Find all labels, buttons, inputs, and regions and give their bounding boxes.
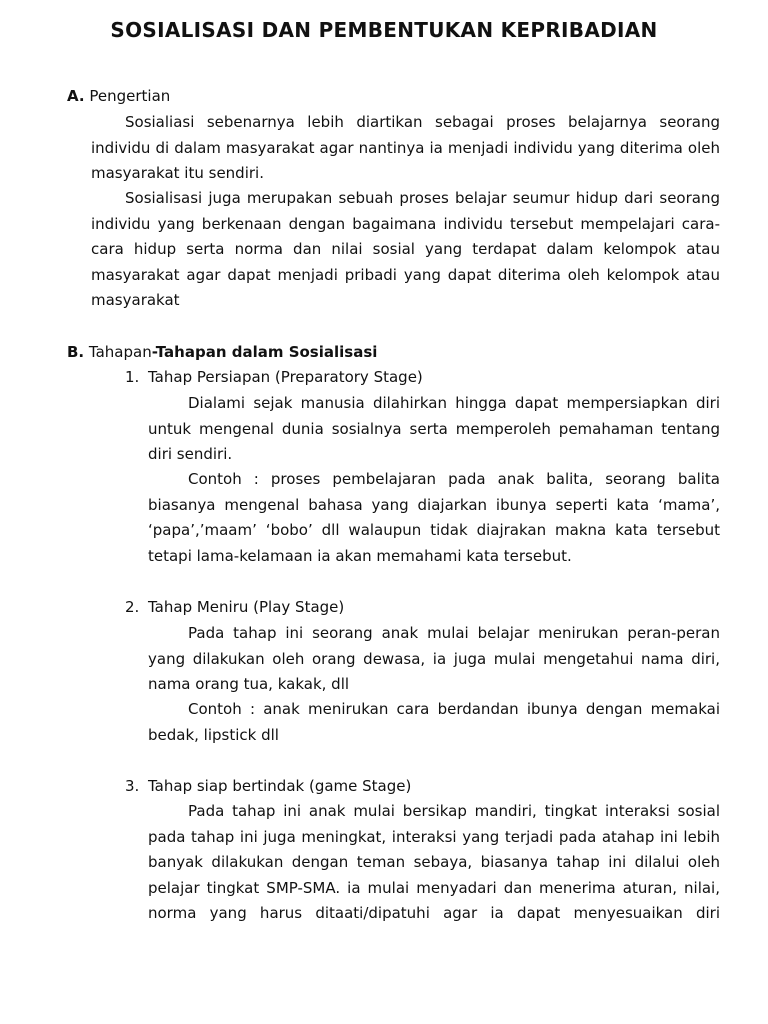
list-item-heading — [125, 595, 344, 620]
section-a-heading — [67, 84, 170, 109]
list-item-paragraph: Pada tahap ini anak mulai bersikap mandiri, tingkat interaksi sosial pada tahap ini juga meningkat, interaksi yang terjadi pada atahap ini lebih banyak dilakukan dengan teman sebaya, biasanya tahap ini dilalui oleh pelajar tingkat SMP-SMA. ia mulai menyadari dan menerima aturan, nilai, norma yang harus ditaati/dipatuhi agar ia dapat menyesuaikan diri — [148, 802, 720, 922]
list-item-paragraph: Dialami sejak manusia dilahirkan hingga dapat mempersiapkan diri untuk mengenal dunia sosialnya serta memperoleh pemahaman tentang diri sendiri. — [148, 394, 720, 463]
section-a-letter: A. — [67, 87, 85, 105]
list-item-title: Tahap siap bertindak (game Stage) — [148, 777, 412, 795]
section-a-paragraph: Sosialisasi juga merupakan sebuah proses belajar seumur hidup dari seorang individu yang berkenaan dengan bagaimana individu tersebut mempelajari cara-cara hidup serta norma dan nilai sosial yang terdapat dalam kelompok atau masyarakat agar dapat menjadi pribadi yang dapat diterima oleh kelompok atau masyarakat — [91, 189, 720, 309]
list-item-heading — [125, 365, 423, 390]
section-b-heading — [67, 340, 377, 365]
list-item-heading — [125, 774, 411, 799]
list-item-paragraph: Pada tahap ini seorang anak mulai belajar menirukan peran-peran yang dilakukan oleh orang dewasa, ia juga mulai mengetahui nama diri, nama orang tua, kakak, dll — [148, 624, 720, 693]
list-item-number: 1. — [125, 368, 140, 386]
list-item-paragraph: Contoh : proses pembelajaran pada anak balita, seorang balita biasanya mengenal bahasa yang diajarkan ibunya seperti kata ‘mama’, ‘papa’,’maam’ ‘bobo’ dll walaupun tidak diajrakan makna kata tersebut tetapi lama-kelamaan ia akan memahami kata tersebut. — [148, 470, 720, 565]
list-item-title: Tahap Persiapan (Preparatory Stage) — [148, 368, 423, 386]
list-item-number: 3. — [125, 777, 140, 795]
list-item-paragraph: Contoh : anak menirukan cara berdandan ibunya dengan memakai bedak, lipstick dll — [148, 700, 720, 744]
section-a-title: Pengertian — [89, 87, 171, 105]
section-b-letter: B. — [67, 343, 85, 361]
list-item-title: Tahap Meniru (Play Stage) — [148, 598, 345, 616]
list-item-number: 2. — [125, 598, 140, 616]
section-a-paragraph: Sosialiasi sebenarnya lebih diartikan sebagai proses belajarnya seorang individu di dalam masyarakat agar nantinya ia menjadi individu yang diterima oleh masyarakat itu sendiri. — [91, 113, 720, 182]
document-title: SOSIALISASI DAN PEMBENTUKAN KEPRIBADIAN — [110, 18, 658, 42]
section-b-title-bold: -Tahapan dalam Sosialisasi — [151, 343, 378, 361]
section-b-title-plain: Tahapan — [88, 343, 152, 361]
